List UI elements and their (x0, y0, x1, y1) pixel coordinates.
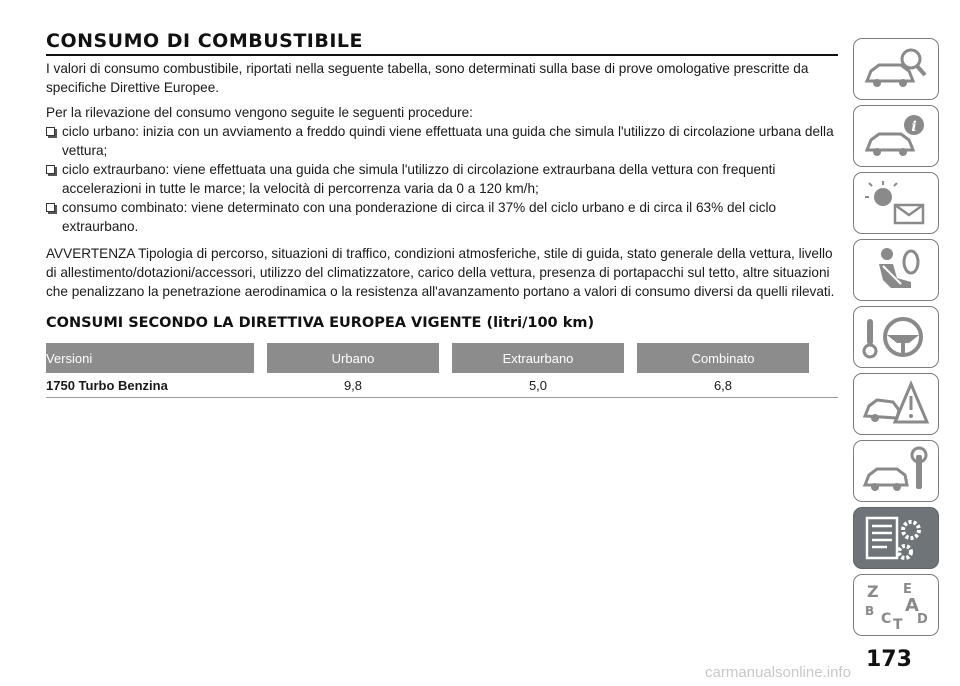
intro-paragraph: I valori di consumo combustibile, riportati nella seguente tabella, sono determinati sulla base di prove omologative prescritte da specifiche Direttive Europee. (46, 61, 809, 95)
bullet-combined-text: consumo combinato: viene determinato con una ponderazione di circa il 37% del ciclo urbano e di circa il 63% del ciclo extraurbano. (62, 200, 777, 234)
svg-text:Z: Z (867, 582, 879, 601)
car-search-icon (861, 43, 931, 95)
tab-warning-lights[interactable] (853, 172, 939, 234)
bullet-urban-text: ciclo urbano: inizia con un avviamento a freddo quindi viene effettuata una guida che simula l'utilizzo di circolazione urbana della vettura; (62, 124, 834, 158)
procedures-paragraph: Per la rilevazione del consumo vengono seguite le seguenti procedure: (46, 105, 473, 120)
tab-safety[interactable] (853, 239, 939, 301)
bullet-extraurban-text: ciclo extraurbano: viene effettuata una guida che simula l'utilizzo di circolazione extraurbana della vettura con frequenti accelerazioni in tutte le marce; la velocità di percorrenza varia da 0 a 120 km/h; (62, 162, 776, 196)
svg-text:E: E (903, 582, 912, 597)
bullet-square-icon (46, 165, 55, 174)
car-wrench-icon (861, 445, 931, 497)
header-extraurban: Extraurbano (452, 343, 624, 373)
consumption-table (46, 343, 838, 398)
tab-car-search[interactable] (853, 38, 939, 100)
chapter-tabs (853, 38, 939, 641)
tab-maintenance[interactable] (853, 440, 939, 502)
content-column (46, 28, 838, 333)
cell-version: 1750 Turbo Benzina (46, 377, 168, 393)
tab-technical-data[interactable] (853, 507, 939, 569)
svg-text:C: C (881, 611, 892, 627)
watermark: carmanualsonline.info (705, 664, 851, 681)
steering-key-icon (861, 311, 931, 363)
svg-text:T: T (893, 617, 903, 631)
header-combined: Combinato (637, 343, 809, 373)
bullet-square-icon (46, 203, 55, 212)
page-title: CONSUMO DI COMBUSTIBILE (46, 30, 364, 52)
alphabetical-index-icon (861, 579, 931, 631)
header-versions: Versioni (46, 343, 254, 373)
section-subtitle: CONSUMI SECONDO LA DIRETTIVA EUROPEA VIGENTE (litri/100 km) (46, 315, 595, 331)
seat-airbag-icon (861, 244, 931, 296)
svg-text:i: i (911, 119, 917, 135)
cell-extraurban: 5,0 (528, 377, 548, 393)
title-rule (46, 54, 838, 56)
specs-gears-icon (861, 512, 931, 564)
header-urban: Urbano (267, 343, 439, 373)
car-breakdown-warning-icon (861, 378, 931, 430)
svg-text:A: A (905, 595, 919, 616)
bullet-urban (46, 122, 838, 160)
bullet-extraurban (46, 160, 838, 198)
tab-car-info[interactable] (853, 105, 939, 167)
tab-index[interactable] (853, 574, 939, 636)
table-header (46, 343, 838, 373)
bullet-square-icon (46, 127, 55, 136)
svg-text:B: B (865, 604, 875, 618)
warning-light-message-icon (861, 177, 931, 229)
table-row (46, 373, 838, 398)
car-info-icon (861, 110, 931, 162)
bullet-combined (46, 198, 838, 236)
tab-emergency[interactable] (853, 373, 939, 435)
svg-text:D: D (917, 612, 928, 627)
warning-paragraph: AVVERTENZA Tipologia di percorso, situazioni di traffico, condizioni atmosferiche, stile di guida, stato generale della vettura, livello di allestimento/dotazioni/accessori, utilizzo del climatizzatore, carico della vettura, presenza di portapacchi sul tetto, altre situazioni che penalizzano la penetrazione aerodinamica o la resistenza all'avanzamento portano a valori di consumo diversi da quelli rilevati. (46, 246, 835, 299)
page-number: 173 (866, 647, 912, 672)
tab-starting-driving[interactable] (853, 306, 939, 368)
cell-urban: 9,8 (343, 377, 363, 393)
cell-combined: 6,8 (713, 377, 733, 393)
